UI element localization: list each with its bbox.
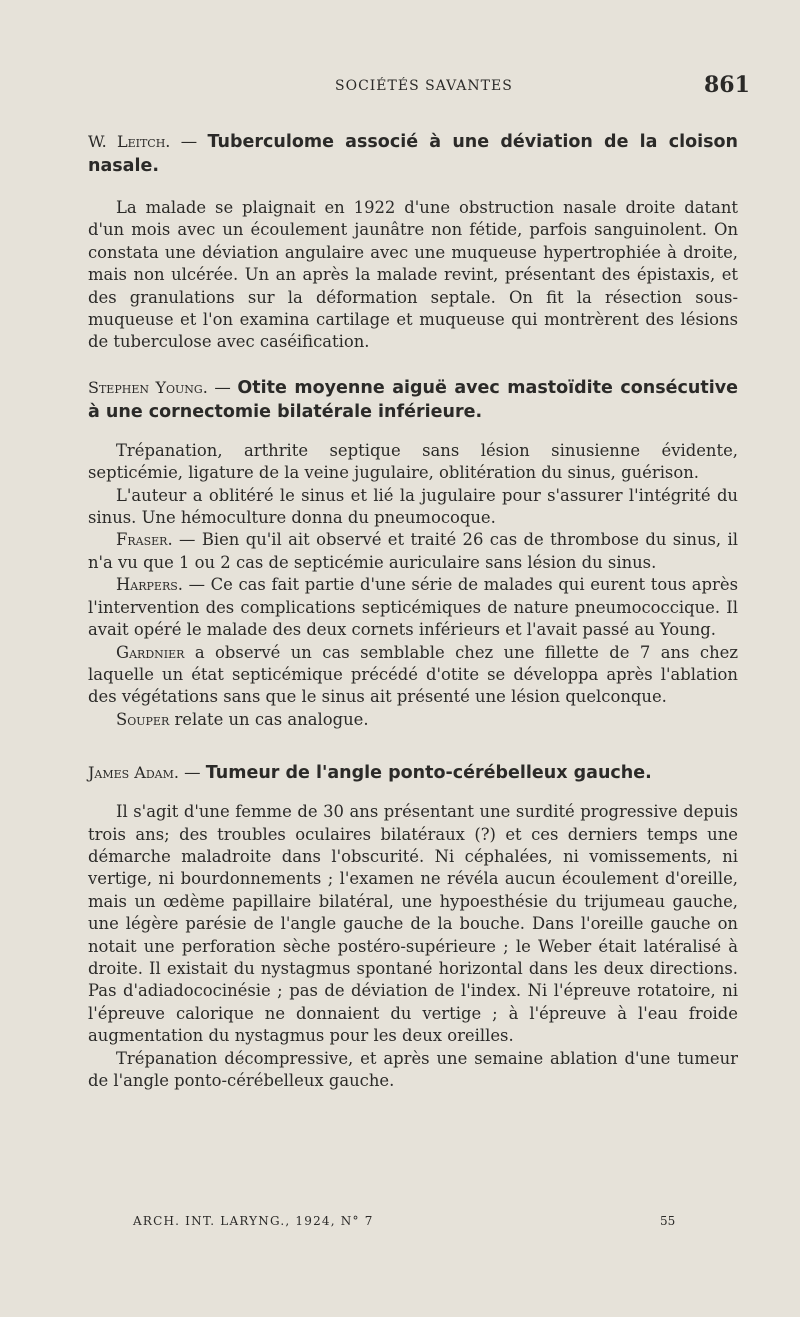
discussant-name: Fraser. (116, 530, 173, 550)
title-separator: — (178, 763, 206, 783)
author-name: Stephen Young. (88, 377, 208, 397)
entry-heading: Tumeur de l'angle ponto-cérébelleux gauche. (205, 763, 652, 784)
running-head (0, 72, 800, 102)
entry-leitch (88, 130, 738, 354)
discussion-paragraph (88, 574, 738, 641)
discussion-text: — Ce cas fait partie d'une série de malades qui eurent tous après l'intervention des complications septicémiques de nature pneumococcique. Il avait opéré le malade des deux cornets inférieurs et l'avait passé au Young. (88, 575, 738, 640)
discussant-name: Harpers. (116, 575, 183, 595)
entry-adam (88, 761, 738, 1092)
journal-reference: ARCH. INT. LARYNG., 1924, N° 7 (133, 1214, 374, 1228)
running-head-title: SOCIÉTÉS SAVANTES (335, 78, 513, 94)
title-separator: — (207, 377, 238, 397)
discussion-text: — Bien qu'il ait observé et traité 26 cas de thrombose du sinus, il n'a vu que 1 ou 2 cas de septicémie auriculaire sans lésion du sinus. (88, 530, 738, 572)
article-body (88, 130, 738, 1092)
author-name: W. Leitch. (88, 132, 171, 151)
entry-heading: Otite moyenne aiguë avec mastoïdite consécutive à une cornectomie bilatérale inférieure. (88, 377, 738, 422)
author-name: James Adam. (88, 763, 179, 783)
page-number: 861 (704, 72, 750, 98)
discussant-name: Gardnier (116, 642, 185, 662)
discussant-name: Souper (116, 709, 170, 729)
entry-young (88, 376, 738, 731)
section-gap (88, 731, 738, 761)
page-footer (0, 1214, 800, 1238)
entry-heading: Tuberculome associé à une déviation de la cloison nasale. (88, 132, 738, 176)
paragraph: L'auteur a oblitéré le sinus et lié la jugulaire pour s'assurer l'intégrité du sinus. Une hémoculture donna du pneumocoque. (88, 485, 738, 528)
paragraph: La malade se plaignait en 1922 d'une obstruction nasale droite datant d'un mois avec un écoulement jaunâtre non fétide, parfois sanguinolent. On constata une déviation angulaire avec une muqueuse hypertrophiée à droite, mais non ulcérée. Un an après la malade revint, présentant des épistaxis, et des granulations sur la déformation septale. On fit la résection sous-muqueuse et l'on examina cartilage et muqueuse qui montrèrent des lésions de tuberculose avec caséification. (88, 198, 738, 352)
entry-title (88, 761, 738, 785)
sheet-number: 55 (660, 1214, 676, 1228)
paragraph: Trépanation décompressive, et après une semaine ablation d'une tumeur de l'angle ponto-cérébelleux gauche. (88, 1048, 738, 1090)
entry-title (88, 376, 738, 424)
discussion-text: a observé un cas semblable chez une fillette de 7 ans chez laquelle un état septicémique précédé d'otite se développa après l'ablation des végétations sans que le sinus ait présenté une lésion quelconque. (88, 642, 738, 707)
title-separator: — (170, 132, 208, 151)
paragraph: Il s'agit d'une femme de 30 ans présentant une surdité progressive depuis trois ans; des troubles oculaires bilatéraux (?) et ces derniers temps une démarche maladroite dans l'obscurité. Ni céphalées, ni vomissements, ni vertige, ni bourdonnements ; l'examen ne révéla aucun écoulement d'oreille, mais un œdème papillaire bilatéral, une hypoesthésie du trijumeau gauche, une légère parésie de l'angle gauche de la bouche. Dans l'oreille gauche on notait une perforation sèche postéro-supérieure ; le Weber était latéralisé à droite. Il existait du nystagmus spontané horizontal dans les deux directions. Pas d'adiadococinésie ; pas de déviation de l'index. Ni l'épreuve rotatoire, ni l'épreuve calorique ne donnaient du vertige ; à l'épreuve à l'eau froide augmentation du nystagmus pour les deux oreilles. (88, 802, 738, 1046)
paragraph: Trépanation, arthrite septique sans lésion sinusienne évidente, septicémie, ligature de la veine jugulaire, oblitération du sinus, guérison. (88, 440, 738, 483)
discussion-text: relate un cas analogue. (169, 709, 369, 729)
discussion-paragraph (88, 529, 738, 574)
section-gap (88, 354, 738, 376)
discussion-paragraph (88, 709, 738, 731)
discussion-paragraph (88, 642, 738, 709)
entry-title (88, 130, 738, 178)
